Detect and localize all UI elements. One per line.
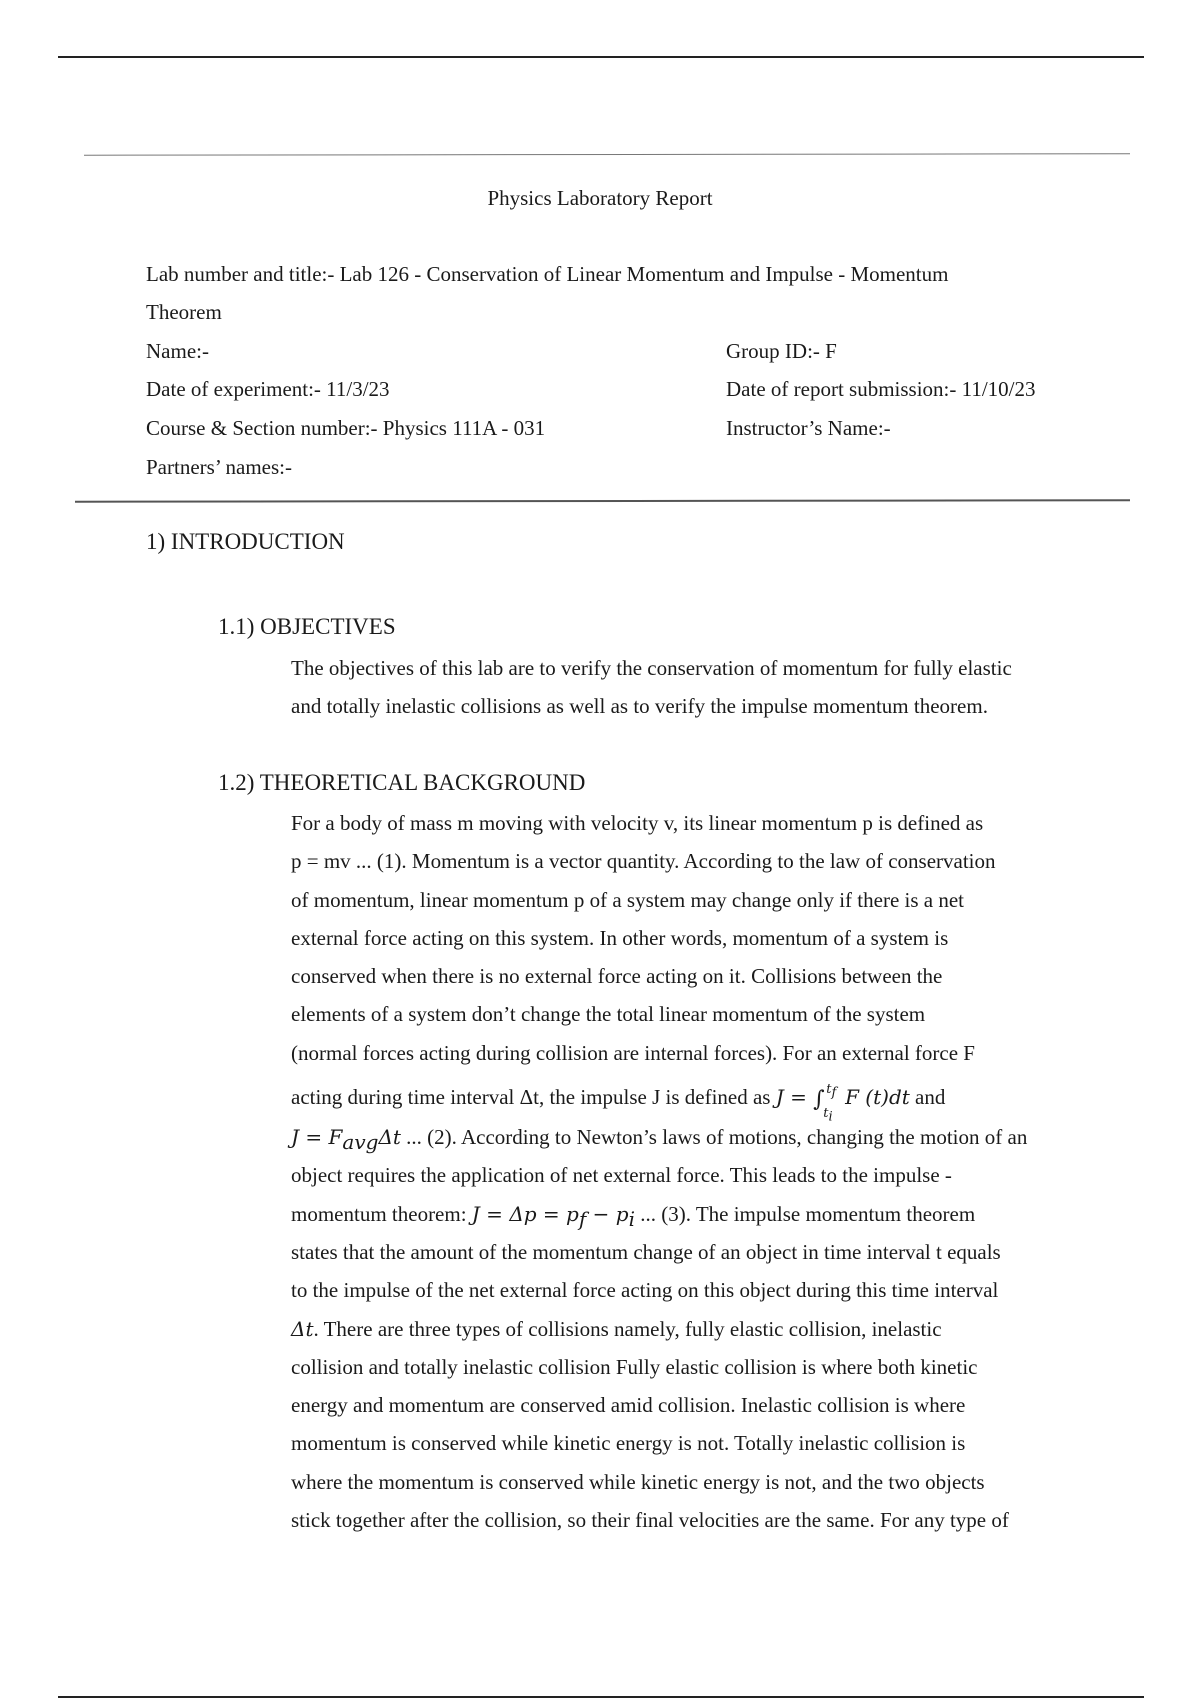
theory-line-avg-force [291, 1125, 1081, 1163]
theory-line: (normal forces acting during collision are internal forces). For an external force F [291, 1040, 975, 1065]
theory-line: where the momentum is conserved while kinetic energy is not, and the two objects [291, 1469, 985, 1494]
theory-line: elements of a system don’t change the total linear momentum of the system [291, 1002, 926, 1027]
integral-sign: ∫ $t_f$ $t_i$ [813, 1088, 824, 1112]
header-top-rule [84, 153, 1130, 155]
theory-line: For a body of mass m moving with velocity v, its linear momentum p is defined as [291, 811, 984, 835]
minus-sign: − [586, 1201, 616, 1226]
limit-sub: i [828, 1109, 833, 1125]
theory-line: conserved when there is no external force acting on it. Collisions between the [291, 964, 943, 989]
page-bottom-rule [58, 1696, 1144, 1698]
page-top-rule [58, 56, 1144, 58]
objectives-line: and totally inelastic collisions as well as to verify the impulse momentum theorem. [291, 694, 988, 719]
theory-line: energy and momentum are conserved amid collision. Inelastic collision is where [291, 1393, 966, 1418]
theory-text: ... (3). The impulse momentum theorem [634, 1201, 976, 1226]
impulse-symbol: J [775, 1085, 784, 1110]
objectives-heading: 1.1) OBJECTIVES [218, 614, 396, 639]
introduction-heading: 1) INTRODUCTION [146, 529, 345, 554]
equals-sign: = [299, 1125, 329, 1150]
final-momentum: p [566, 1201, 579, 1226]
lab-title-line2: Theorem [146, 300, 222, 324]
equals-sign: = [479, 1201, 510, 1226]
group-id: Group ID:- F [726, 339, 837, 363]
delta-t: Δt [378, 1125, 401, 1150]
objectives-line: The objectives of this lab are to verify the conservation of momentum for fully elastic [291, 656, 1012, 680]
theory-line-momentum-theorem [291, 1202, 1081, 1240]
partners-names: Partners’ names:- [146, 455, 292, 479]
theory-line-delta-t [291, 1317, 1081, 1355]
impulse-symbol: J [471, 1201, 480, 1226]
theory-text: acting during time interval Δt, the impulse J is defined as [291, 1085, 776, 1110]
header-bottom-rule [75, 499, 1130, 502]
theory-line: external force acting on this system. In other words, momentum of a system is [291, 925, 949, 950]
equals-sign: = [536, 1201, 567, 1226]
theory-line: collision and totally inelastic collision Fully elastic collision is where both kinetic [291, 1354, 978, 1379]
date-of-experiment: Date of experiment:- 11/3/23 [146, 377, 390, 401]
delta-t: Δt [291, 1316, 314, 1341]
integrand: F (t)dt [838, 1085, 910, 1110]
limit-sub: f [831, 1085, 837, 1101]
impulse-symbol: J [291, 1125, 300, 1150]
limit-var: t [823, 1106, 829, 1122]
theory-line: p = mv ... (1). Momentum is a vector quantity. According to the law of conservation [291, 849, 996, 874]
integral-lower-limit [823, 1102, 832, 1130]
initial-momentum: p [615, 1201, 629, 1226]
instructor-name: Instructor’s Name:- [726, 416, 891, 440]
equals-sign: = [783, 1085, 814, 1110]
theory-line-impulse-integral [291, 1079, 1081, 1125]
theory-paragraph [291, 811, 1081, 1546]
theory-line: object requires the application of net external force. This leads to the impulse - [291, 1163, 952, 1188]
course-section: Course & Section number:- Physics 111A - 031 [146, 416, 546, 440]
force-symbol: F [328, 1125, 343, 1150]
theory-text: ... (2). According to Newton’s laws of motions, changing the motion of an [400, 1125, 1028, 1150]
date-of-submission: Date of report submission:- 11/10/23 [726, 377, 1036, 401]
theory-line: states that the amount of the momentum change of an object in time interval t equals [291, 1239, 1001, 1264]
theory-line: to the impulse of the net external force acting on this object during this time interval [291, 1278, 999, 1303]
theory-text: and [909, 1085, 946, 1110]
avg-subscript: avg [342, 1130, 379, 1155]
theory-text: momentum theorem: [291, 1201, 472, 1226]
limit-var: t [826, 1082, 832, 1098]
initial-subscript: i [628, 1206, 635, 1231]
report-title: Physics Laboratory Report [487, 186, 713, 210]
theory-line: of momentum, linear momentum p of a system may change only if there is a net [291, 887, 964, 912]
final-subscript: f [578, 1206, 587, 1231]
objectives-paragraph [291, 656, 1081, 733]
delta-p: Δp [509, 1201, 537, 1226]
theory-heading: 1.2) THEORETICAL BACKGROUND [218, 770, 586, 795]
theory-line: stick together after the collision, so their final velocities are the same. For any type of [291, 1508, 1009, 1533]
name-field: Name:- [146, 339, 209, 363]
lab-title-line1: Lab number and title:- Lab 126 - Conservation of Linear Momentum and Impulse - Momentum [146, 262, 949, 286]
theory-line: momentum is conserved while kinetic energy is not. Totally inelastic collision is [291, 1431, 966, 1456]
theory-text: . There are three types of collisions namely, fully elastic collision, inelastic [313, 1316, 942, 1341]
